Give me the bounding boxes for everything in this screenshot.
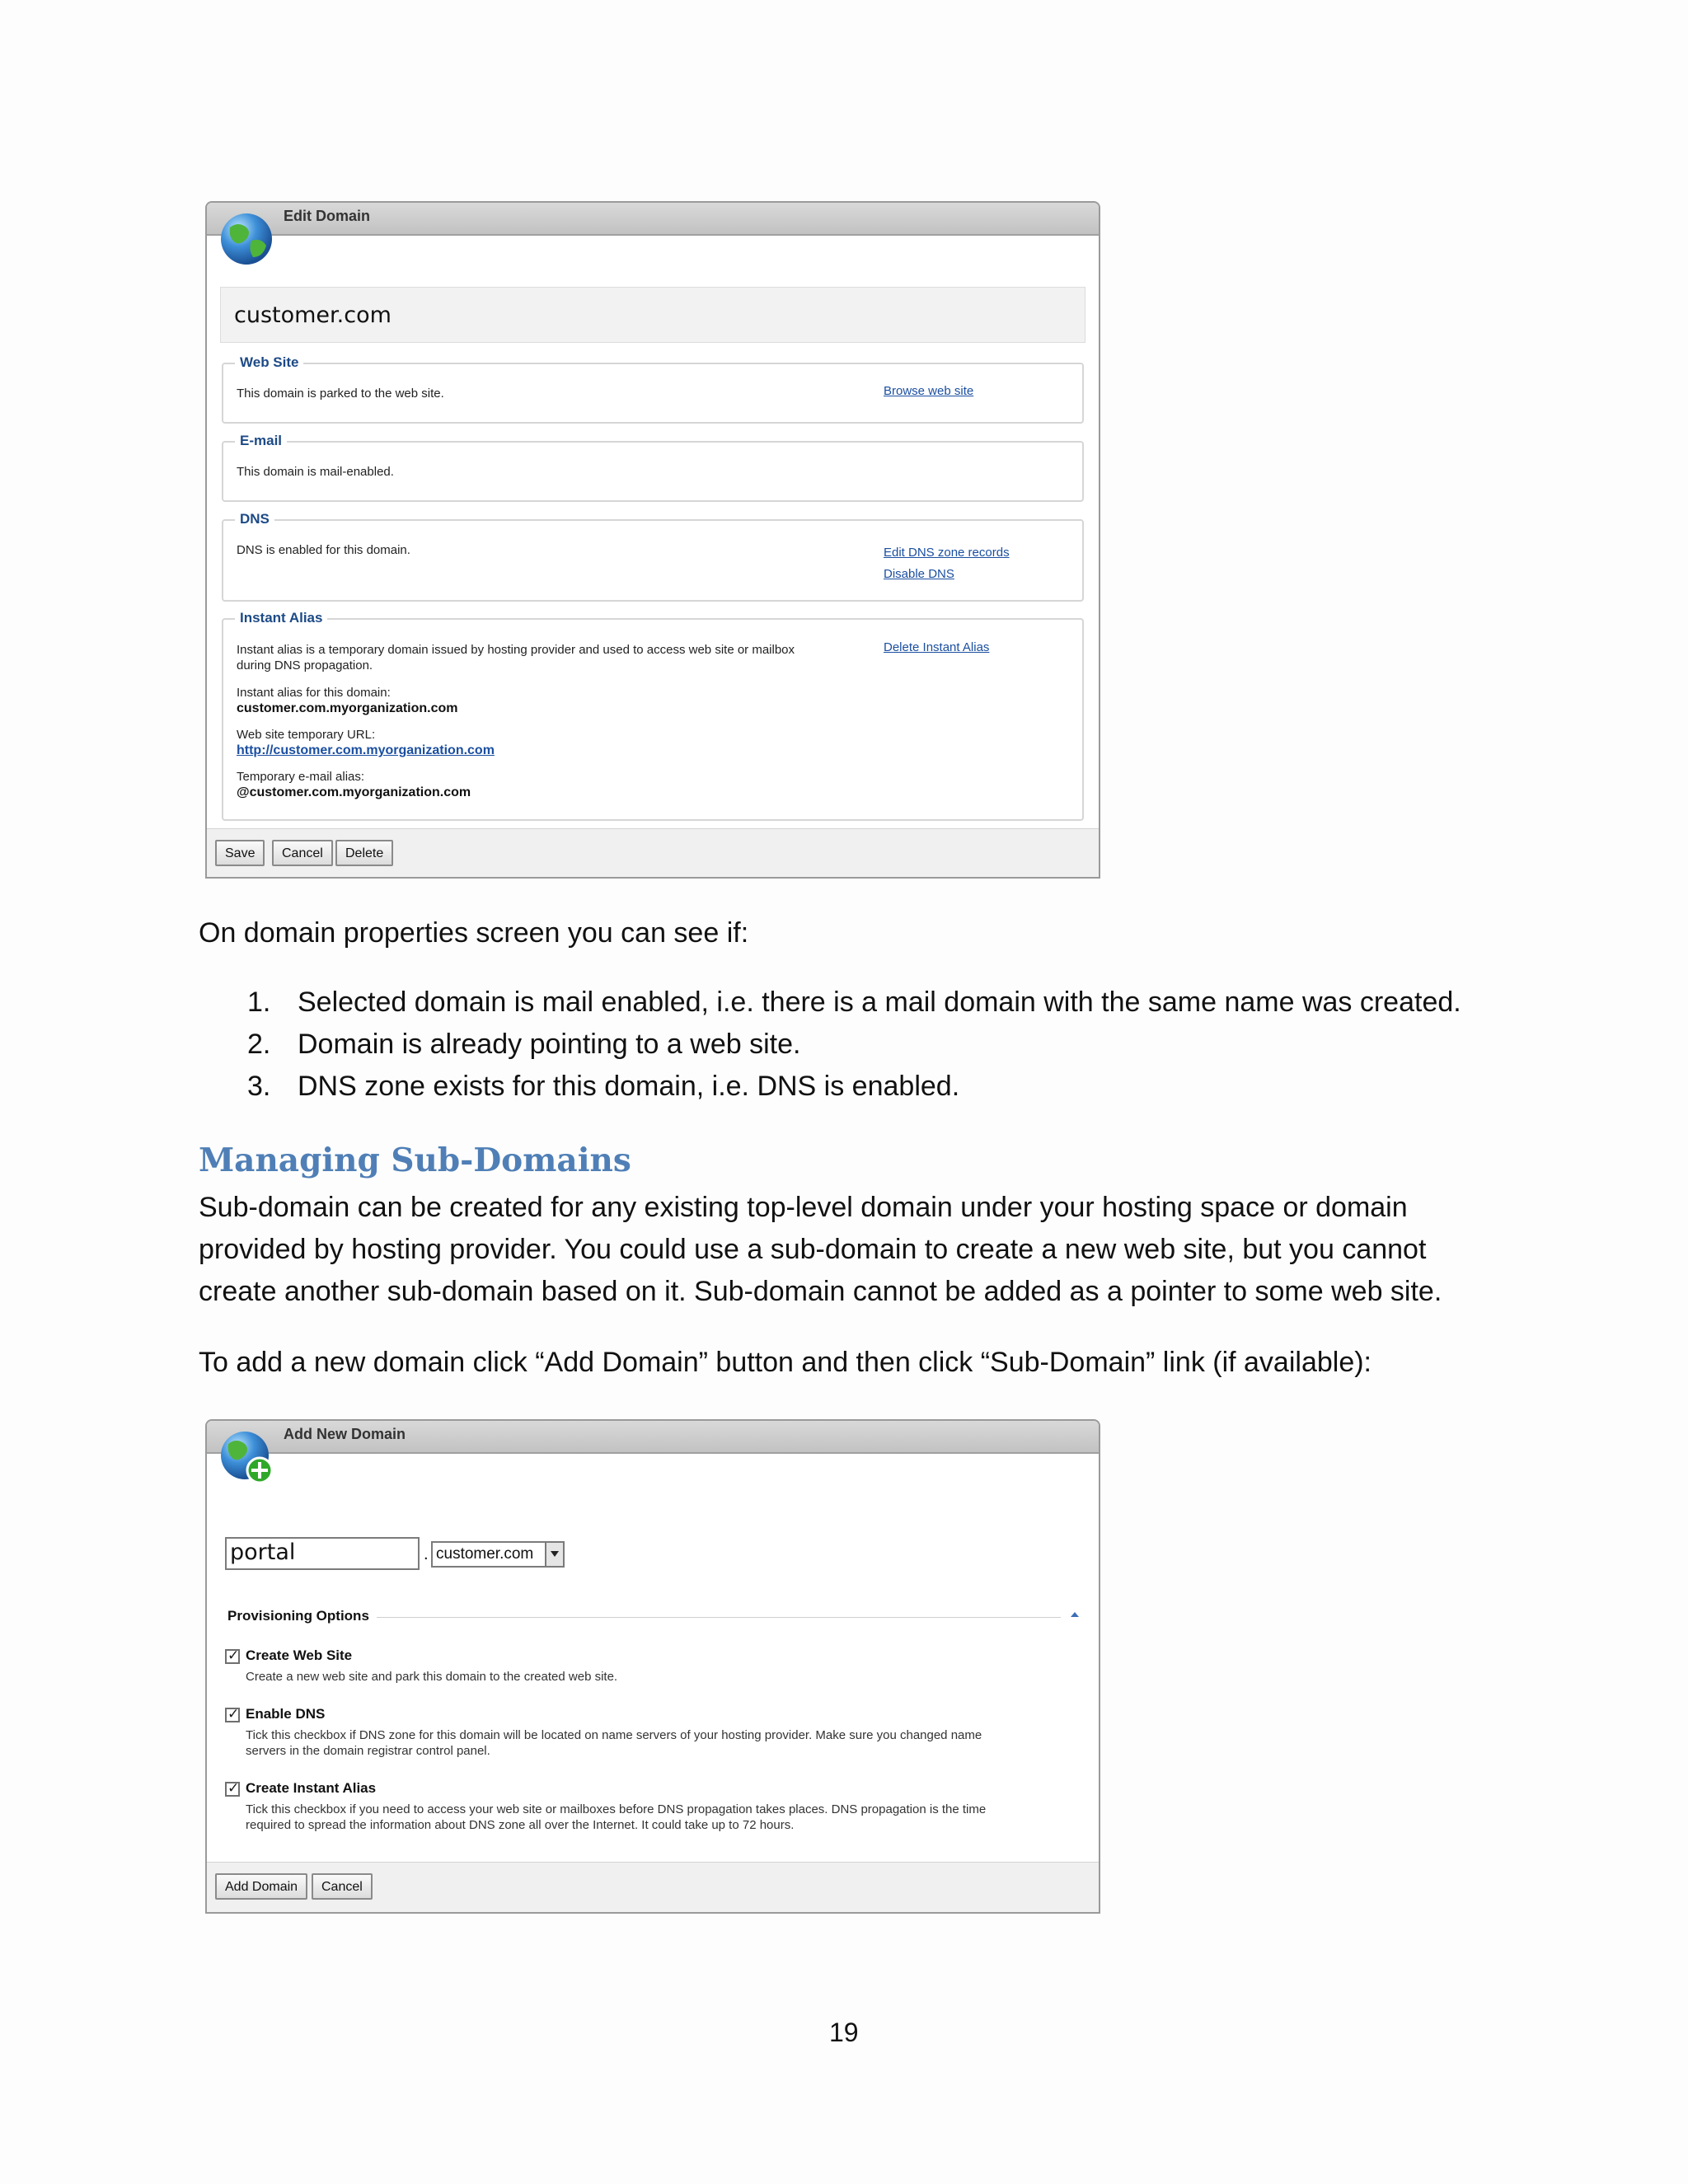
dns-legend: DNS	[235, 511, 274, 527]
delete-button[interactable]: Delete	[335, 840, 393, 866]
temp-url-link[interactable]: http://customer.com.myorganization.com	[237, 743, 495, 757]
parent-domain-value: customer.com	[436, 1545, 534, 1563]
list-item: Domain is already pointing to a web site.	[298, 1029, 801, 1060]
instant-alias-section	[222, 610, 1084, 821]
paragraph-line: create another sub-domain based on it. Sub-domain cannot be added as a pointer to some web site.	[199, 1276, 1442, 1307]
list-number: 3.	[247, 1071, 271, 1102]
instant-alias-desc-line1: Instant alias is a temporary domain issued by hosting provider and used to access web site or mailbox	[237, 643, 795, 657]
enable-dns-label: Enable DNS	[246, 1706, 326, 1722]
web-site-section	[222, 354, 1084, 424]
add-domain-button[interactable]: Add Domain	[215, 1873, 307, 1900]
alias-label: Instant alias for this domain:	[237, 686, 391, 700]
instruction-text: To add a new domain click “Add Domain” button and then click “Sub-Domain” link (if available):	[199, 1347, 1372, 1378]
intro-text: On domain properties screen you can see if:	[199, 917, 749, 949]
domain-name-box	[220, 287, 1085, 343]
dns-section	[222, 511, 1084, 602]
page-number: 19	[829, 2018, 859, 2047]
domain-name: customer.com	[234, 302, 392, 328]
collapse-arrow-icon[interactable]	[1069, 1610, 1081, 1619]
enable-dns-desc-line1: Tick this checkbox if DNS zone for this domain will be located on name servers of your hosting provider. Make sure you changed name	[246, 1728, 982, 1742]
email-section	[222, 433, 1084, 502]
panel-title: Edit Domain	[284, 208, 371, 224]
panel-header	[207, 1421, 1099, 1454]
divider	[377, 1617, 1061, 1618]
save-button[interactable]: Save	[215, 840, 265, 866]
disable-dns-link[interactable]: Disable DNS	[884, 567, 954, 581]
dns-status: DNS is enabled for this domain.	[237, 543, 410, 557]
create-web-site-desc: Create a new web site and park this domain to the created web site.	[246, 1670, 618, 1684]
paragraph-line: Sub-domain can be created for any existing top-level domain under your hosting space or domain	[199, 1192, 1408, 1223]
list-number: 2.	[247, 1029, 271, 1060]
list-item: Selected domain is mail enabled, i.e. there is a mail domain with the same name was created.	[298, 987, 1461, 1018]
section-heading: Managing Sub-Domains	[199, 1141, 631, 1179]
cancel-button[interactable]: Cancel	[312, 1873, 373, 1900]
add-domain-panel	[205, 1419, 1100, 1914]
panel-title: Add New Domain	[284, 1426, 406, 1442]
enable-dns-desc-line2: servers in the domain registrar control panel.	[246, 1744, 490, 1758]
create-instant-alias-label: Create Instant Alias	[246, 1780, 377, 1796]
globe-add-icon	[218, 1429, 274, 1485]
parent-domain-select[interactable]	[431, 1541, 565, 1568]
provisioning-options-title: Provisioning Options	[227, 1608, 369, 1624]
create-web-site-label: Create Web Site	[246, 1647, 353, 1663]
domain-separator: .	[424, 1545, 429, 1563]
edit-domain-panel	[205, 201, 1100, 879]
edit-dns-zone-records-link[interactable]: Edit DNS zone records	[884, 546, 1010, 560]
create-web-site-checkbox[interactable]	[225, 1649, 240, 1664]
list-item: DNS zone exists for this domain, i.e. DNS is enabled.	[298, 1071, 960, 1102]
list-number: 1.	[247, 987, 271, 1018]
temp-email-label: Temporary e-mail alias:	[237, 770, 365, 784]
instant-alias-desc-line2: during DNS propagation.	[237, 658, 373, 673]
web-site-legend: Web Site	[235, 354, 303, 371]
alias-value: customer.com.myorganization.com	[237, 701, 458, 715]
chevron-down-icon[interactable]	[545, 1543, 563, 1566]
web-site-status: This domain is parked to the web site.	[237, 387, 444, 401]
button-bar	[207, 1862, 1099, 1912]
paragraph-line: provided by hosting provider. You could use a sub-domain to create a new web site, but you cannot	[199, 1234, 1427, 1265]
instant-alias-legend: Instant Alias	[235, 610, 327, 626]
create-instant-alias-desc-line1: Tick this checkbox if you need to access your web site or mailboxes before DNS propagation takes places. DNS propagation is the time	[246, 1802, 987, 1816]
enable-dns-checkbox[interactable]	[225, 1708, 240, 1722]
button-bar	[207, 828, 1099, 877]
create-instant-alias-checkbox[interactable]	[225, 1782, 240, 1797]
delete-instant-alias-link[interactable]: Delete Instant Alias	[884, 640, 990, 654]
temp-email-value: @customer.com.myorganization.com	[237, 785, 471, 799]
panel-header	[207, 203, 1099, 236]
email-status: This domain is mail-enabled.	[237, 465, 394, 479]
temp-url-label: Web site temporary URL:	[237, 728, 376, 742]
email-legend: E-mail	[235, 433, 287, 449]
browse-web-site-link[interactable]: Browse web site	[884, 384, 974, 398]
cancel-button[interactable]: Cancel	[272, 840, 333, 866]
create-instant-alias-desc-line2: required to spread the information about DNS zone all over the Internet. It could take up to 72 hours.	[246, 1818, 795, 1832]
globe-icon	[218, 211, 274, 267]
subdomain-input[interactable]: portal	[225, 1537, 420, 1570]
